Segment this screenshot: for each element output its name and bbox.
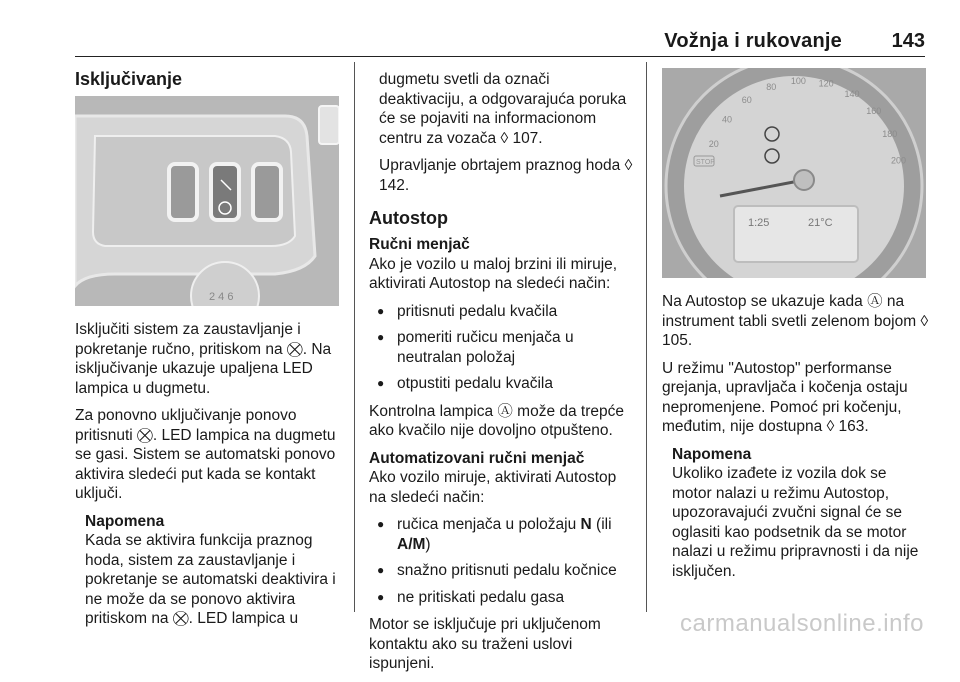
- paragraph-idle-control: Upravljanje obrtajem praznog hoda ◊ 142.: [379, 157, 633, 194]
- note-continuation: dugmetu svetli da označi deaktivaciju, a odgovarajuća poruka će se pojaviti na informacionom centru za vozača ◊ 107.: [379, 71, 627, 147]
- stop-label: STOP: [696, 159, 715, 166]
- heading-autostop: Autostop: [369, 208, 448, 228]
- column-1-body: [75, 320, 347, 629]
- button-panel-illustration: [75, 96, 339, 306]
- section-title: Vožnja i rukovanje: [664, 30, 842, 52]
- note-text: Kada se aktivira funkcija praznog hoda, sistem za zaustavljanje i pokretanje se automatski deaktivira i ne može da se ponovo aktivira pritiskom na ⛒. LED lampica u: [85, 532, 336, 627]
- speed-tick-label: 40: [721, 114, 733, 125]
- speed-tick-label: 100: [790, 76, 806, 87]
- auto-steps-list: [369, 515, 637, 607]
- speed-tick-label: 160: [866, 106, 882, 117]
- paragraph-reenable: Za ponovno uključivanje ponovo pritisnuti ⛒. LED lampica na dugmetu se gasi. Sistem se automatski ponovo aktivira sledeći put kada se kontakt uključi.: [75, 407, 336, 502]
- paragraph-clutch-warning: Kontrolna lampica Ⓐ može da trepće ako kvačilo nije dovoljno otpušteno.: [369, 402, 625, 439]
- column-2: [369, 70, 637, 682]
- paragraph-manual-intro: Ako je vozilo u maloj brzini ili miruje, aktivirati Autostop na sledeći način:: [369, 255, 618, 292]
- step-text: ručica menjača u položaju: [397, 516, 581, 533]
- note-title: Napomena: [672, 445, 752, 463]
- note-text: Ukoliko izađete iz vozila dok se motor nalazi u režimu Autostop, upozoravajući zvučni signal će se oglasiti kao podsetnik da se motor nalazi u režimu pripravnosti i da nije isključen.: [672, 465, 919, 580]
- list-item: ● ne pritiskati pedalu gasa: [369, 588, 637, 608]
- paragraph-autostop-indicator: Na Autostop se ukazuje kada Ⓐ na instrument tabli svetli zelenom bojom ◊ 105.: [662, 293, 929, 349]
- speedometer-drawing: [662, 68, 926, 278]
- gear-am: A/M: [397, 535, 426, 553]
- heading-isklucivanje: Isključivanje: [75, 69, 183, 89]
- speed-tick-label: 80: [766, 81, 777, 92]
- list-item: ● pritisnuti pedalu kvačila: [369, 302, 637, 322]
- paragraph-motor-off: Motor se isključuje pri uključenom kontaktu ako su traženi uslovi ispunjeni.: [369, 616, 601, 672]
- speed-tick-label: 140: [844, 88, 860, 99]
- speed-tick-label: 180: [882, 128, 898, 139]
- speed-tick-label: 200: [890, 155, 907, 166]
- note-title: Napomena: [85, 512, 165, 530]
- watermark: carmanualsonline.info: [680, 610, 924, 637]
- list-item: ● pomeriti ručicu menjača u neutralan položaj: [369, 328, 637, 367]
- step-text: ): [425, 535, 431, 553]
- svg-text:2 4 6: 2 4 6: [209, 291, 234, 303]
- subheading-automated-gearbox: Automatizovani ručni menjač: [369, 449, 585, 467]
- page-number: 143: [891, 30, 925, 52]
- speed-tick-label: 20: [708, 139, 719, 150]
- gear-n: N: [580, 516, 592, 533]
- note-box-1: [85, 512, 347, 629]
- step-text: (ili: [591, 516, 612, 533]
- column-divider: [646, 62, 647, 612]
- list-item: ● otpustiti pedalu kvačila: [369, 374, 637, 394]
- list-item: ● snažno pritisnuti pedalu kočnice: [369, 561, 637, 581]
- clock-readout: 1:25: [748, 217, 770, 229]
- instrument-cluster-illustration: [662, 68, 926, 278]
- paragraph-autostop-mode: U režimu "Autostop" performanse grejanja, upravljača i kočenja ostaju nepromenjene. Pomoć pri kočenju, međutim, nije dostupna ◊ 163.: [662, 359, 908, 435]
- subheading-manual-gearbox: Ručni menjač: [369, 236, 470, 253]
- speed-tick-label: 60: [741, 95, 752, 105]
- needle-hub: [794, 170, 814, 190]
- button-panel-drawing: [75, 96, 339, 306]
- speed-tick-label: 120: [818, 78, 834, 89]
- column-divider: [354, 62, 355, 612]
- column-3: [662, 292, 930, 581]
- header-rule: [75, 56, 925, 57]
- info-display: [734, 206, 858, 262]
- note-box-2: [672, 445, 930, 582]
- list-item: [369, 515, 637, 554]
- paragraph-auto-intro: Ako vozilo miruje, aktivirati Autostop na sledeći način:: [369, 469, 617, 506]
- manual-steps-list: [369, 302, 637, 394]
- temperature-readout: 21°C: [808, 217, 833, 229]
- paragraph-disable: Isključiti sistem za zaustavljanje i pokretanje ručno, pritiskom na ⛒. Na isključivanje ukazuje upaljena LED lampica u dugmetu.: [75, 321, 332, 397]
- page-header: [0, 0, 960, 56]
